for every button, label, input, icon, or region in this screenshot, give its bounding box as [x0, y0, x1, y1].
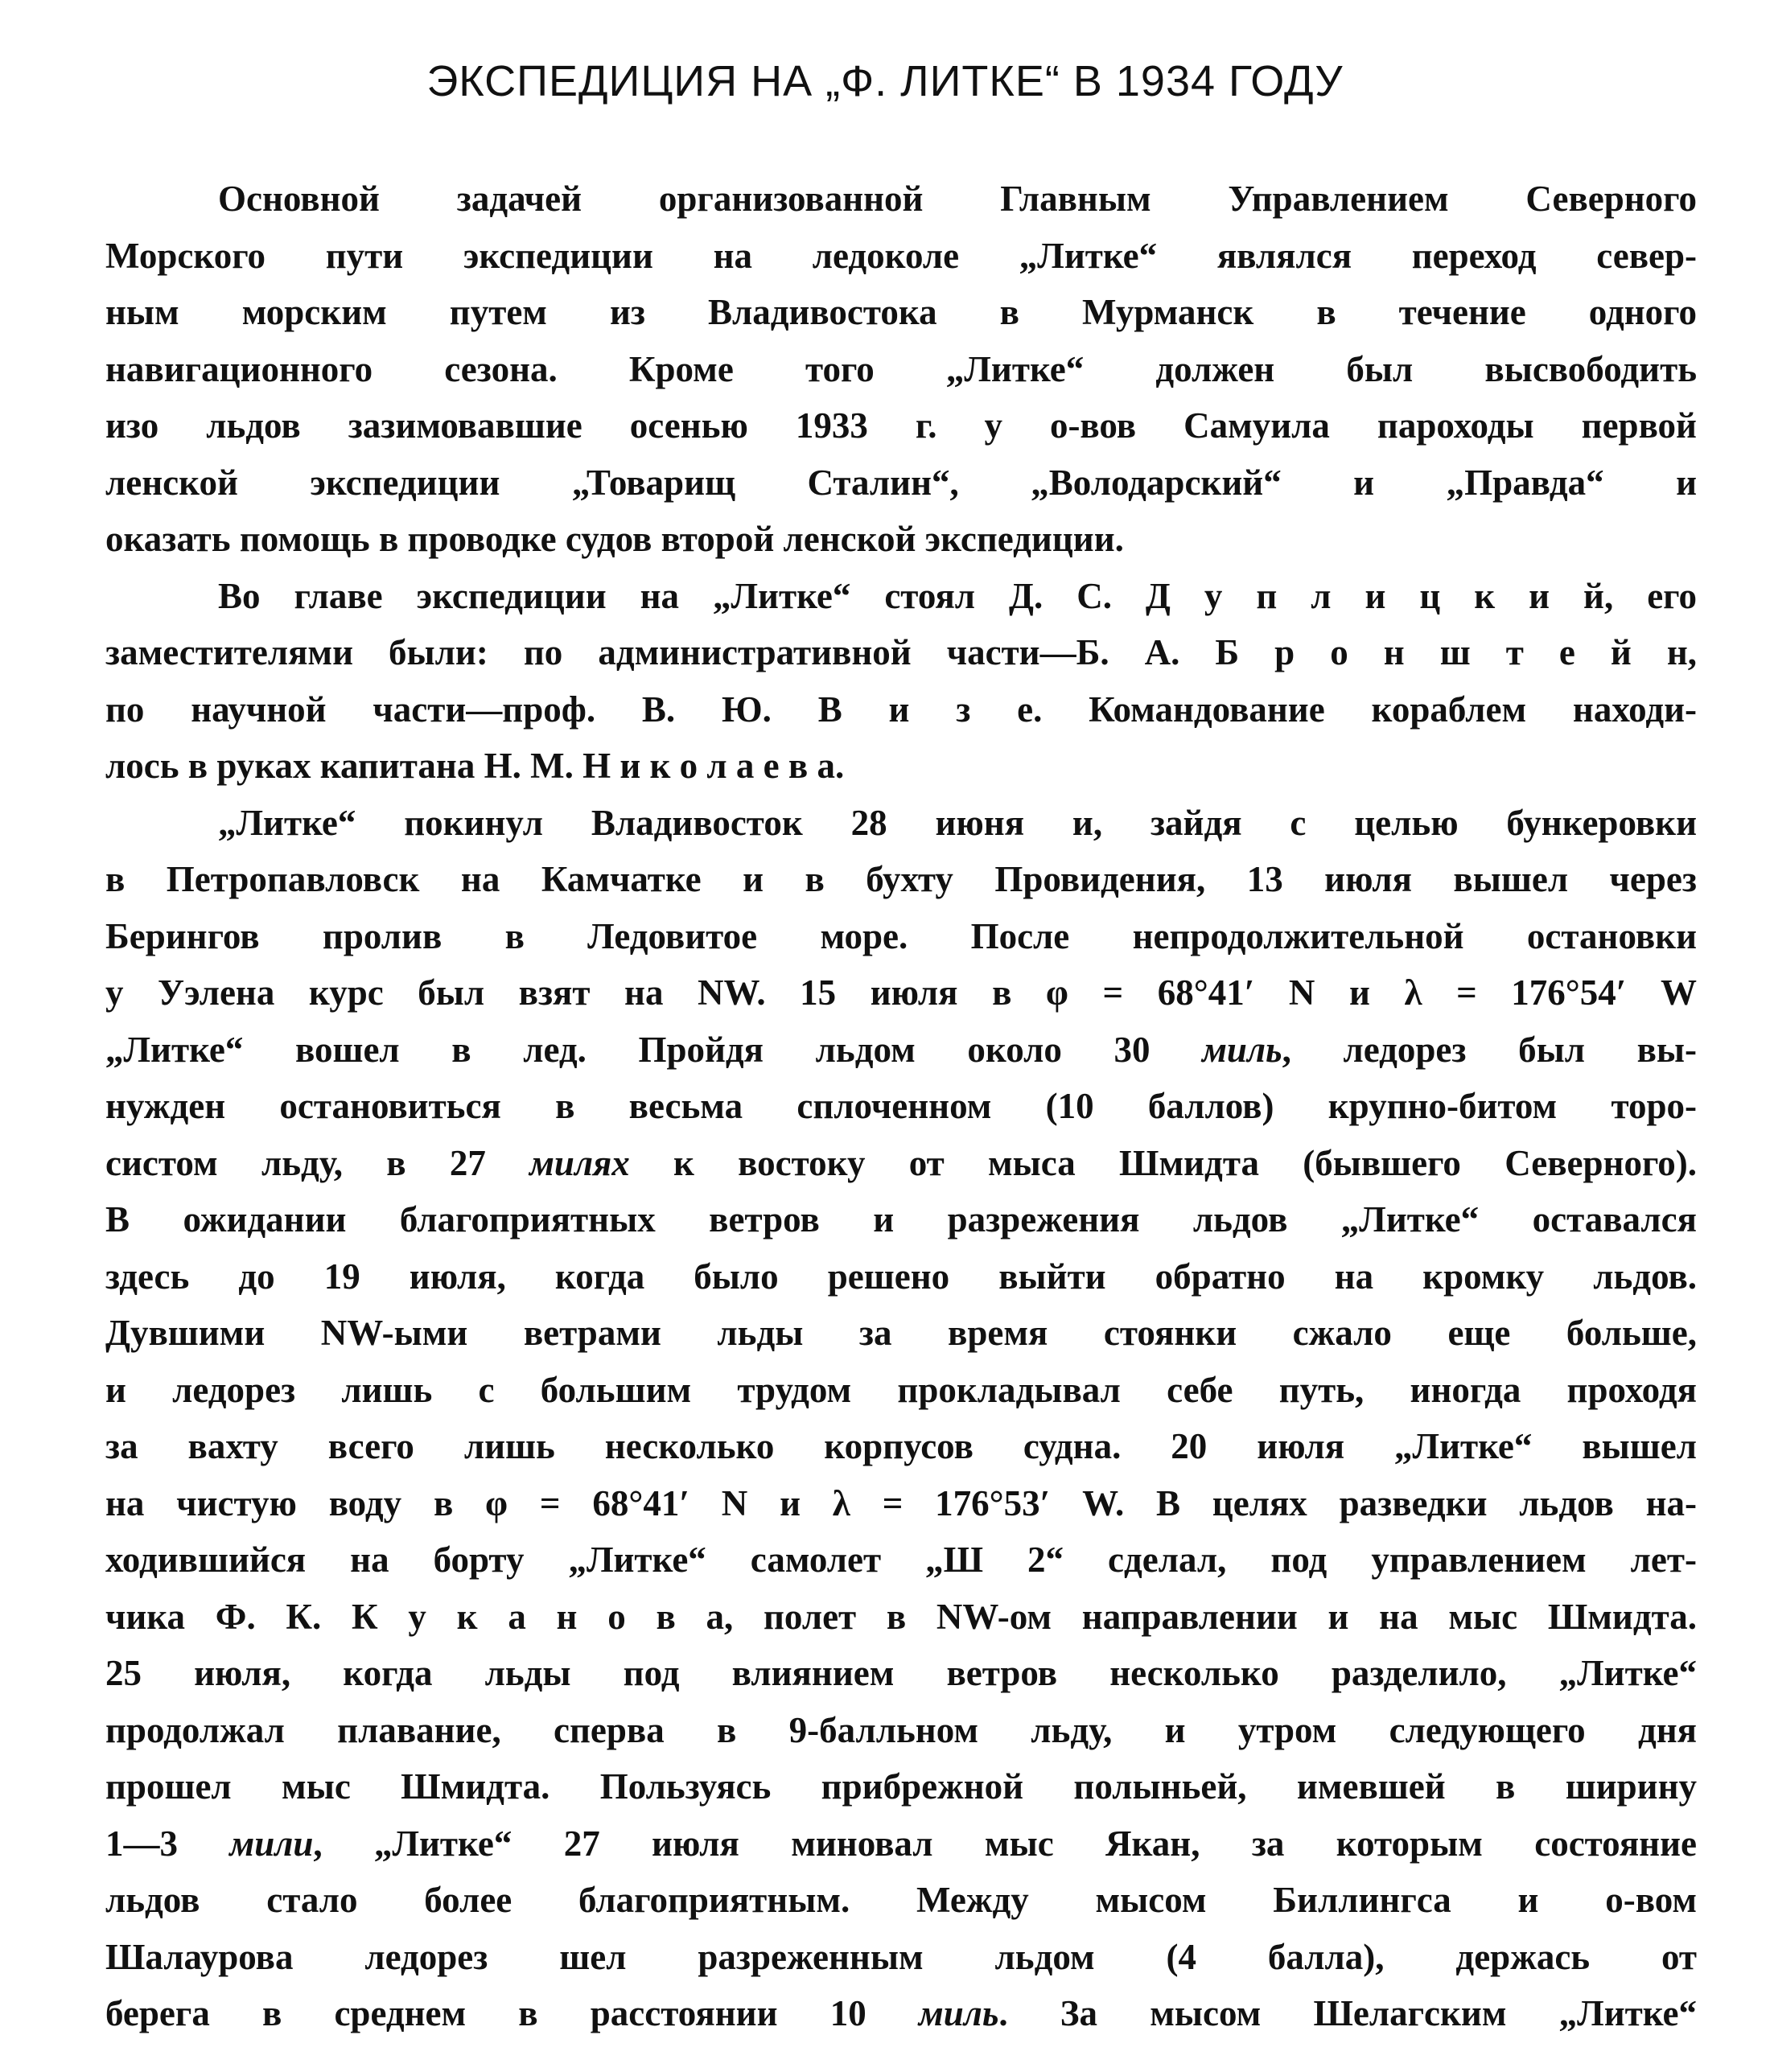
text-line	[105, 1531, 1697, 1589]
text-line	[105, 908, 1697, 965]
text-line	[105, 1362, 1697, 1419]
text-segment: к востоку от мыса Шмидта (бывшего Северного).	[629, 1142, 1697, 1183]
text-segment: за вахту всего лишь несколько корпусов судна. 20 июля „Литке“ вышел	[105, 1426, 1697, 1466]
text-line	[105, 228, 1697, 285]
text-line	[105, 964, 1697, 1022]
text-line	[105, 171, 1697, 228]
text-line	[105, 1702, 1697, 1759]
text-segment: изо льдов зазимовавшие осенью 1933 г. у о-вов Самуила пароходы первой	[105, 405, 1697, 446]
text-line	[105, 738, 1697, 795]
text-line	[105, 1758, 1697, 1815]
text-segment: 1—3	[105, 1823, 230, 1864]
text-line	[105, 851, 1697, 908]
text-line	[105, 1022, 1697, 1079]
text-segment: систом льду, в 27	[105, 1142, 530, 1183]
text-segment: Дувшими NW-ыми ветрами льды за время стоянки сжало еще больше,	[105, 1313, 1697, 1353]
text-segment: и ледорез лишь с большим трудом прокладывал себе путь, иногда проходя	[105, 1369, 1697, 1410]
text-segment: ходившийся на борту „Литке“ самолет „Ш 2“ сделал, под управлением лет-	[105, 1540, 1697, 1580]
text-line	[105, 511, 1697, 568]
text-line	[105, 1305, 1697, 1362]
text-line	[105, 1929, 1697, 1986]
text-segment: продолжал плавание, сперва в 9-балльном льду, и утром следующего дня	[105, 1709, 1697, 1750]
italic-text: мили	[229, 1823, 314, 1864]
text-segment: нужден остановиться в весьма сплоченном (10 баллов) крупно-битом торо-	[105, 1086, 1697, 1126]
text-segment: Шалаурова ледорез шел разреженным льдом (4 балла), держась от	[105, 1936, 1697, 1977]
italic-text: милях	[529, 1142, 630, 1183]
text-line	[105, 1872, 1697, 1929]
text-segment: льдов стало более благоприятным. Между мысом Биллингса и о-вом	[105, 1880, 1697, 1920]
text-segment: „Литке“ покинул Владивосток 28 июня и, зайдя с целью бункеровки	[218, 802, 1697, 843]
text-segment: оказать помощь в проводке судов второй ленской экспедиции.	[105, 519, 1124, 559]
text-line	[105, 1191, 1697, 1248]
text-segment: Во главе экспедиции на „Литке“ стоял Д. С. Д у п л и ц к и й, его	[218, 575, 1697, 616]
text-line	[105, 1248, 1697, 1305]
text-segment: чика Ф. К. К у к а н о в а, полет в NW-ом направлении и на мыс Шмидта.	[105, 1596, 1697, 1637]
text-line	[105, 795, 1697, 852]
text-line	[105, 1418, 1697, 1475]
text-segment: заместителями были: по административной части—Б. А. Б р о н ш т е й н,	[105, 632, 1697, 672]
text-line	[105, 568, 1697, 625]
text-segment: Основной задачей организованной Главным Управлением Северного	[218, 179, 1697, 219]
text-line	[105, 397, 1697, 454]
text-segment: Морского пути экспедиции на ледоколе „Литке“ являлся переход север-	[105, 235, 1697, 276]
text-line	[105, 1589, 1697, 1646]
article-body	[105, 171, 1697, 2042]
text-line	[105, 1135, 1697, 1192]
text-segment: . За мысом Шелагским „Литке“	[998, 1993, 1697, 2033]
text-line	[105, 341, 1697, 398]
text-line	[105, 1815, 1697, 1873]
text-line	[105, 1645, 1697, 1702]
text-line	[105, 1985, 1697, 2042]
text-line	[105, 624, 1697, 681]
text-line	[105, 284, 1697, 341]
text-segment: , „Литке“ 27 июля миновал мыс Якан, за которым состояние	[313, 1823, 1697, 1864]
text-segment: по научной части—проф. В. Ю. В и з е. Командование кораблем находи-	[105, 689, 1697, 730]
text-segment: , ледорез был вы-	[1282, 1029, 1697, 1070]
italic-text: миль	[918, 1993, 999, 2033]
text-segment: 25 июля, когда льды под влиянием ветров несколько разделило, „Литке“	[105, 1653, 1697, 1693]
text-segment: прошел мыс Шмидта. Пользуясь прибрежной полыньей, имевшей в ширину	[105, 1766, 1697, 1807]
italic-text: миль	[1202, 1029, 1282, 1070]
text-segment: Берингов пролив в Ледовитое море. После непродолжительной остановки	[105, 915, 1697, 956]
text-segment: в Петропавловск на Камчатке и в бухту Провидения, 13 июля вышел через	[105, 859, 1697, 899]
text-segment: „Литке“ вошел в лед. Пройдя льдом около 30	[105, 1029, 1203, 1070]
text-segment: у Уэлена курс был взят на NW. 15 июля в φ = 68°41′ N и λ = 176°54′ W	[105, 972, 1697, 1013]
text-line	[105, 1475, 1697, 1532]
text-segment: ленской экспедиции „Товарищ Сталин“, „Володарский“ и „Правда“ и	[105, 462, 1697, 503]
page-title: ЭКСПЕДИЦИЯ НА „Ф. ЛИТКЕ“ В 1934 ГОДУ	[426, 57, 1344, 105]
text-segment: здесь до 19 июля, когда было решено выйти обратно на кромку льдов.	[105, 1256, 1697, 1297]
text-segment: на чистую воду в φ = 68°41′ N и λ = 176°53′ W. В целях разведки льдов на-	[105, 1482, 1697, 1523]
text-segment: В ожидании благоприятных ветров и разрежения льдов „Литке“ оставался	[105, 1199, 1697, 1240]
text-line	[105, 1078, 1697, 1135]
text-segment: ным морским путем из Владивостока в Мурманск в течение одного	[105, 292, 1697, 332]
text-line	[105, 454, 1697, 512]
text-line	[105, 681, 1697, 738]
text-segment: берега в среднем в расстоянии 10	[105, 1993, 919, 2033]
text-segment: навигационного сезона. Кроме того „Литке“ должен был высвободить	[105, 348, 1697, 389]
text-segment: лось в руках капитана Н. М. Н и к о л а е в а.	[105, 746, 845, 786]
